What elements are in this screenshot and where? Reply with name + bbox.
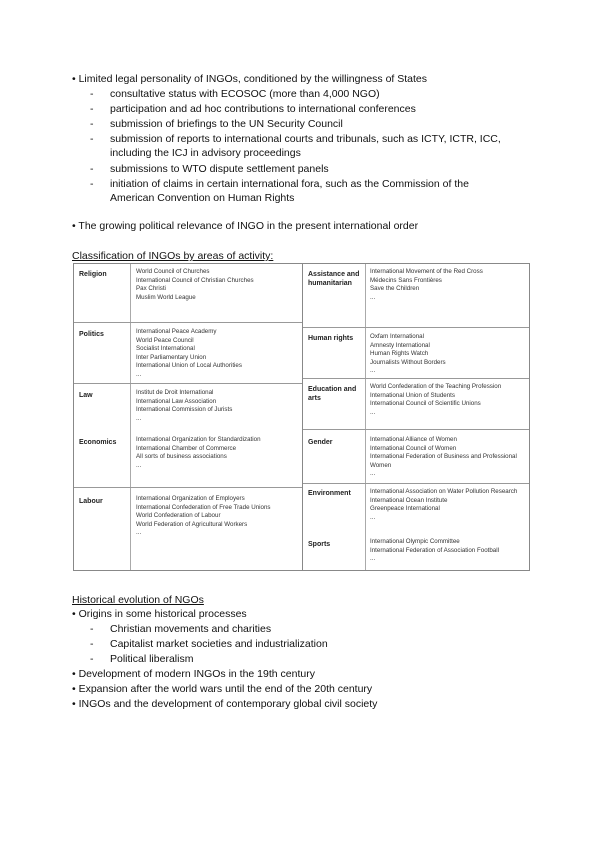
bullet-origins: • Origins in some historical processes bbox=[72, 608, 247, 620]
list-item bbox=[90, 177, 530, 205]
list-item-text: submissions to WTO dispute settlement panels bbox=[110, 163, 329, 175]
org-item: ... bbox=[370, 293, 376, 301]
row-divider bbox=[74, 487, 303, 488]
bullet-political-relevance: • The growing political relevance of INGO in the present international order bbox=[72, 220, 419, 232]
bullet-19th-century: • Development of modern INGOs in the 19th century bbox=[72, 668, 315, 680]
org-item: Médecins Sans Frontières bbox=[370, 276, 442, 284]
org-item: International Commission of Jurists bbox=[136, 406, 233, 414]
org-item: World Council of Churches bbox=[136, 268, 210, 275]
org-item: International Organization of Employers bbox=[136, 495, 245, 502]
list-item-text: initiation of claims in certain international fora, such as the Commission of the American Convention on Human Rights bbox=[110, 178, 469, 204]
list-item bbox=[90, 87, 530, 101]
org-item: ... bbox=[136, 529, 142, 537]
org-item: International Peace Academy bbox=[136, 328, 217, 335]
org-item: Muslim World League bbox=[136, 293, 196, 301]
classification-table-left bbox=[73, 263, 304, 571]
category-label-human-rights: Human rights bbox=[308, 335, 354, 342]
dash-marker: - bbox=[90, 653, 94, 665]
dash-marker: - bbox=[90, 178, 94, 190]
row-divider bbox=[303, 429, 529, 430]
row-divider bbox=[74, 322, 303, 323]
org-item: Human Rights Watch bbox=[370, 350, 429, 358]
org-item: ... bbox=[370, 513, 376, 521]
org-item: Inter Parliamentary Union bbox=[136, 353, 207, 361]
org-item: Socialist International bbox=[136, 345, 195, 353]
category-items-law bbox=[136, 389, 232, 423]
category-items-environment bbox=[370, 488, 525, 522]
org-item: International Council of Christian Churches bbox=[136, 276, 254, 284]
org-item: ... bbox=[370, 555, 376, 563]
org-item: International Movement of the Red Cross bbox=[370, 268, 483, 275]
org-item: Save the Children bbox=[370, 285, 420, 293]
org-item: ... bbox=[370, 367, 376, 375]
dash-marker: - bbox=[90, 88, 94, 100]
classification-table-right bbox=[302, 263, 530, 571]
org-item: Amnesty International bbox=[370, 341, 430, 349]
category-items-assistance bbox=[370, 268, 483, 302]
org-item: International Union of Local Authorities bbox=[136, 362, 242, 370]
org-item: International Council of Women bbox=[370, 444, 457, 452]
list-item-text: Capitalist market societies and industrialization bbox=[110, 638, 328, 650]
org-item: ... bbox=[136, 461, 142, 469]
list-item bbox=[90, 622, 490, 636]
org-item: International Association on Water Pollution Research bbox=[370, 488, 518, 495]
row-divider bbox=[74, 383, 303, 384]
bullet-legal-personality: • Limited legal personality of INGOs, conditioned by the willingness of States bbox=[72, 73, 428, 85]
list-item-text: Political liberalism bbox=[110, 653, 194, 665]
org-item: International Olympic Committee bbox=[370, 538, 460, 545]
org-item: ... bbox=[136, 370, 142, 378]
column-divider bbox=[130, 264, 131, 570]
category-label-law: Law bbox=[79, 392, 93, 399]
org-item: World Federation of Agricultural Workers bbox=[136, 520, 248, 528]
org-item: ... bbox=[136, 414, 142, 422]
org-item: Institut de Droit International bbox=[136, 389, 214, 396]
history-heading: Historical evolution of NGOs bbox=[72, 594, 204, 606]
org-item: International Confederation of Free Trade Unions bbox=[136, 503, 271, 511]
dash-marker: - bbox=[90, 163, 94, 175]
category-label-economics: Economics bbox=[79, 439, 117, 446]
category-items-religion bbox=[136, 268, 254, 302]
category-items-education bbox=[370, 383, 501, 417]
category-items-politics bbox=[136, 328, 242, 380]
bullet-expansion: • Expansion after the world wars until the end of the 20th century bbox=[72, 683, 373, 695]
category-items-human-rights bbox=[370, 333, 446, 376]
org-item: All sorts of business associations bbox=[136, 453, 227, 461]
list-item-text: consultative status with ECOSOC (more than 4,000 NGO) bbox=[110, 88, 380, 100]
category-label-labour: Labour bbox=[79, 498, 103, 505]
column-divider bbox=[365, 264, 366, 570]
org-item: International Alliance of Women bbox=[370, 436, 457, 443]
dash-marker: - bbox=[90, 638, 94, 650]
category-label-education: Education and arts bbox=[308, 386, 357, 402]
category-label-politics: Politics bbox=[79, 331, 104, 338]
list-item bbox=[90, 637, 490, 651]
list-item-text: submission of briefings to the UN Security Council bbox=[110, 118, 343, 130]
dash-marker: - bbox=[90, 623, 94, 635]
list-item bbox=[90, 102, 530, 116]
org-item: World Peace Council bbox=[136, 336, 194, 344]
org-item: Pax Christi bbox=[136, 285, 166, 293]
list-item bbox=[90, 117, 530, 131]
org-item: International Chamber of Commerce bbox=[136, 444, 237, 452]
org-item: Journalists Without Borders bbox=[370, 358, 446, 366]
dash-marker: - bbox=[90, 133, 94, 145]
category-label-religion: Religion bbox=[79, 271, 107, 278]
bullet-civil-society: • INGOs and the development of contemporary global civil society bbox=[72, 698, 378, 710]
org-item: International Union of Students bbox=[370, 391, 455, 399]
dash-marker: - bbox=[90, 103, 94, 115]
org-item: International Law Association bbox=[136, 397, 217, 405]
category-items-labour bbox=[136, 495, 271, 538]
org-item: Greenpeace International bbox=[370, 505, 440, 513]
list-item-text: Christian movements and charities bbox=[110, 623, 272, 635]
org-item: World Confederation of the Teaching Profession bbox=[370, 383, 502, 390]
category-label-sports: Sports bbox=[308, 541, 331, 548]
row-divider bbox=[303, 483, 529, 484]
org-item: ... bbox=[370, 408, 376, 416]
row-divider bbox=[303, 378, 529, 379]
org-item: ... bbox=[370, 470, 376, 478]
category-label-environment: Environment bbox=[308, 490, 351, 497]
list-item-text: participation and ad hoc contributions to international conferences bbox=[110, 103, 416, 115]
list-item bbox=[90, 132, 530, 160]
org-item: International Council of Scientific Unions bbox=[370, 400, 481, 408]
category-items-sports bbox=[370, 538, 499, 564]
category-items-economics bbox=[136, 436, 261, 470]
list-item bbox=[90, 162, 530, 176]
category-label-gender: Gender bbox=[308, 439, 333, 446]
category-label-assistance: Assistance and humanitarian bbox=[308, 271, 360, 287]
org-item: International Federation of Association Football bbox=[370, 546, 499, 554]
category-items-gender bbox=[370, 436, 520, 479]
dash-marker: - bbox=[90, 118, 94, 130]
row-divider bbox=[303, 327, 529, 328]
org-item: International Federation of Business and Professional Women bbox=[370, 453, 517, 469]
classification-heading: Classification of INGOs by areas of activity: bbox=[72, 250, 274, 262]
list-item bbox=[90, 652, 490, 666]
list-item-text: submission of reports to international courts and tribunals, such as ICTY, ICTR, ICC, including the ICJ in advisory proceedings bbox=[110, 133, 501, 159]
org-item: International Organization for Standardization bbox=[136, 436, 261, 443]
org-item: Oxfam International bbox=[370, 333, 424, 340]
org-item: International Ocean Institute bbox=[370, 496, 448, 504]
org-item: World Confederation of Labour bbox=[136, 512, 221, 520]
